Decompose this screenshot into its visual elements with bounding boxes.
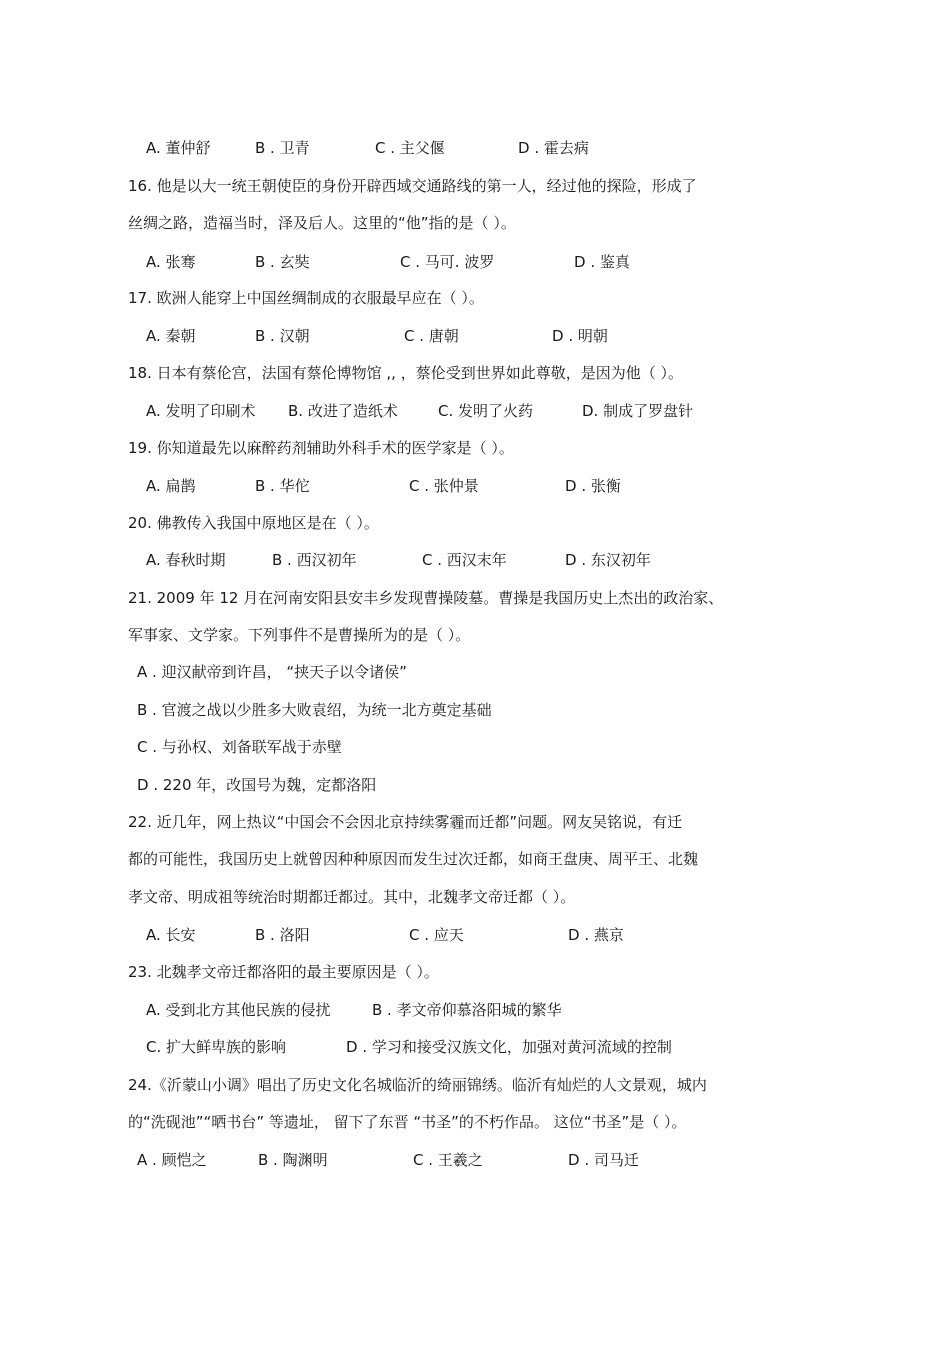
- q24-option-d: D . 司马迁: [568, 1151, 639, 1169]
- q19-option-a: A. 扁鹊: [146, 477, 196, 495]
- q18-option-b: B. 改进了造纸术: [288, 402, 398, 420]
- q20-option-a: A. 春秋时期: [146, 551, 226, 569]
- q16-option-d: D . 鉴真: [574, 253, 630, 271]
- q17-option-a: A. 秦朝: [146, 327, 196, 345]
- q17-stem: 17. 欧洲人能穿上中国丝绸制成的衣服最早应在（ ）。: [128, 289, 484, 307]
- q23-option-b: B . 孝文帝仰慕洛阳城的繁华: [372, 1001, 562, 1019]
- q18-option-d: D. 制成了罗盘针: [582, 402, 694, 420]
- q21-stem-line1: 21. 2009 年 12 月在河南安阳县安丰乡发现曹操陵墓。曹操是我国历史上杰出的政治家、: [128, 589, 724, 607]
- q16-option-b: B . 玄奘: [255, 253, 310, 271]
- q23-option-a: A. 受到北方其他民族的侵扰: [146, 1001, 331, 1019]
- q15-option-b: B . 卫青: [255, 139, 310, 157]
- q15-option-a: A. 董仲舒: [146, 139, 211, 157]
- q19-option-b: B . 华佗: [255, 477, 310, 495]
- q18-option-a: A. 发明了印刷术: [146, 402, 256, 420]
- q19-stem: 19. 你知道最先以麻醉药剂辅助外科手术的医学家是（ ）。: [128, 439, 514, 457]
- q22-stem-line2: 都的可能性，我国历史上就曾因种种原因而发生过次迁都，如商王盘庚、周平王、北魏: [128, 850, 699, 868]
- q16-stem-line1: 16. 他是以大一统王朝使臣的身份开辟西域交通路线的第一人，经过他的探险，形成了: [128, 177, 697, 195]
- q17-option-d: D . 明朝: [552, 327, 608, 345]
- q24-stem-line1: 24.《沂蒙山小调》唱出了历史文化名城临沂的绮丽锦绣。临沂有灿烂的人文景观，城内: [128, 1076, 707, 1094]
- q22-stem-line1: 22. 近几年，网上热议“中国会不会因北京持续雾霾而迁都”问题。网友吴铭说，有迁: [128, 813, 683, 831]
- q19-option-c: C . 张仲景: [409, 477, 479, 495]
- q24-option-b: B . 陶渊明: [258, 1151, 328, 1169]
- q20-option-b: B . 西汉初年: [272, 551, 357, 569]
- q20-option-c: C . 西汉末年: [422, 551, 507, 569]
- q16-option-a: A. 张骞: [146, 253, 196, 271]
- q24-option-c: C . 王羲之: [413, 1151, 483, 1169]
- q23-stem: 23. 北魏孝文帝迁都洛阳的最主要原因是（ ）。: [128, 963, 439, 981]
- q21-option-d: D . 220 年，改国号为魏，定都洛阳: [137, 776, 377, 794]
- q21-stem-line2: 军事家、文学家。下列事件不是曹操所为的是（ ）。: [128, 626, 471, 644]
- q21-option-b: B . 官渡之战以少胜多大败袁绍，为统一北方奠定基础: [137, 701, 492, 719]
- q21-option-c: C . 与孙权、刘备联军战于赤壁: [137, 738, 342, 756]
- q17-option-c: C . 唐朝: [404, 327, 459, 345]
- q22-stem-line3: 孝文帝、明成祖等统治时期都迁都过。其中，北魏孝文帝迁都（ ）。: [128, 888, 576, 906]
- q24-option-a: A . 顾恺之: [137, 1151, 207, 1169]
- q20-option-d: D . 东汉初年: [565, 551, 651, 569]
- q21-option-a: A . 迎汉献帝到许昌， “挟天子以令诸侯”: [137, 663, 407, 681]
- q22-option-a: A. 长安: [146, 926, 196, 944]
- q22-option-c: C . 应天: [409, 926, 464, 944]
- q16-stem-line2: 丝绸之路，造福当时，泽及后人。这里的“他”指的是（ ）。: [128, 214, 516, 232]
- q19-option-d: D . 张衡: [565, 477, 621, 495]
- q17-option-b: B . 汉朝: [255, 327, 310, 345]
- q16-option-c: C . 马可. 波罗: [400, 253, 495, 271]
- q23-option-d: D . 学习和接受汉族文化，加强对黄河流域的控制: [346, 1038, 672, 1056]
- q24-stem-line2: 的“洗砚池”“晒书台” 等遗址， 留下了东晋 “书圣”的不朽作品。 这位“书圣”是（ ）。: [128, 1113, 687, 1131]
- q18-option-c: C. 发明了火药: [438, 402, 534, 420]
- q15-option-c: C . 主父偃: [375, 139, 445, 157]
- q22-option-b: B . 洛阳: [255, 926, 310, 944]
- q20-stem: 20. 佛教传入我国中原地区是在（ ）。: [128, 514, 379, 532]
- q15-option-d: D . 霍去病: [518, 139, 589, 157]
- q18-stem: 18. 日本有蔡伦宫，法国有蔡伦博物馆 ,, ，蔡伦受到世界如此尊敬，是因为他（ ）。: [128, 364, 683, 382]
- q22-option-d: D . 燕京: [568, 926, 624, 944]
- q23-option-c: C. 扩大鲜卑族的影响: [146, 1038, 287, 1056]
